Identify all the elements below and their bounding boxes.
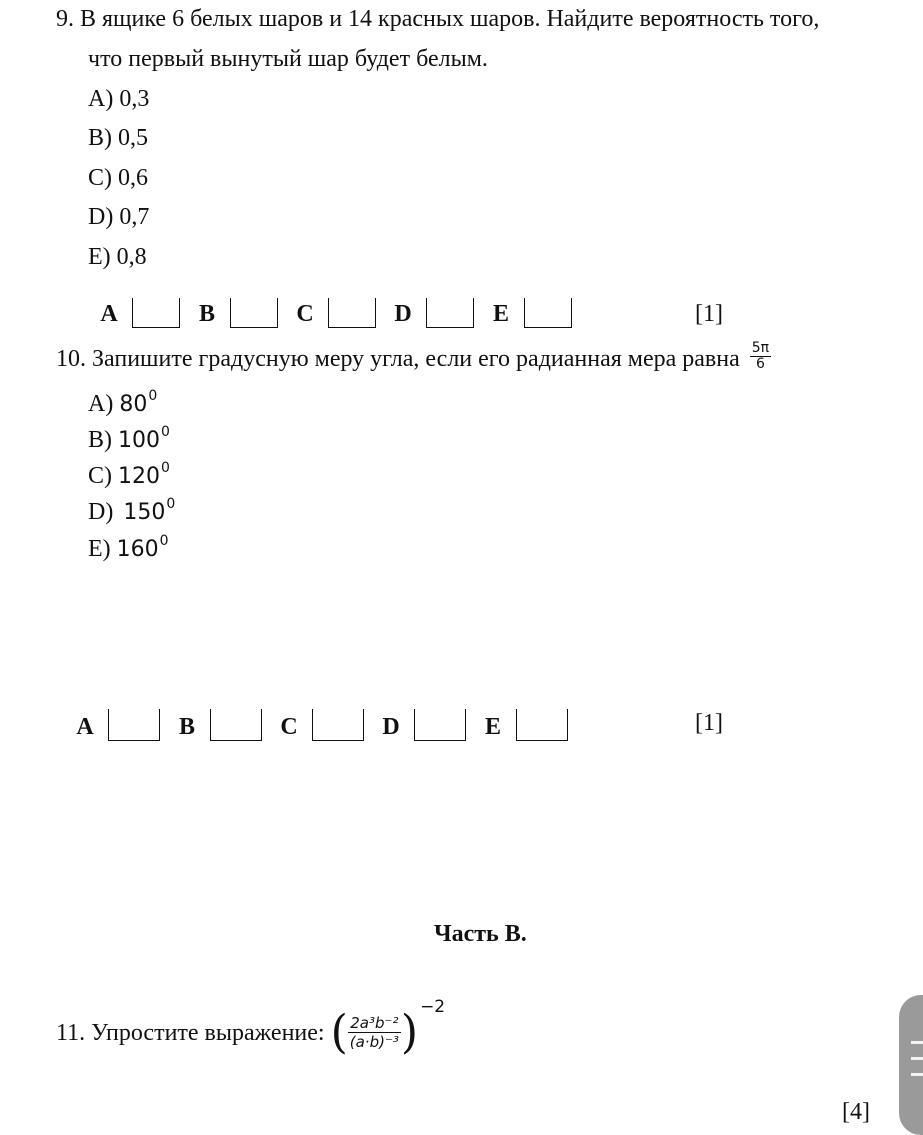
q9-line1: 9. В ящике 6 белых шаров и 14 красных шаров. Найдите вероятность того, — [56, 6, 820, 32]
q11-score-mark: [4] — [842, 1099, 870, 1125]
q9-answer-box-a[interactable] — [132, 298, 180, 328]
q10-score-mark: [1] — [695, 710, 723, 736]
q9-option-e: E) 0,8 — [88, 244, 147, 270]
q11-right-paren: ) — [400, 1005, 419, 1059]
q11-text: 11. Упростите выражение: — [56, 1019, 325, 1046]
q10-answer-row — [72, 709, 582, 741]
q11-left-paren: ( — [330, 1005, 348, 1059]
q10-option-c — [88, 461, 170, 494]
q9-answer-box-b[interactable] — [230, 298, 278, 328]
q10-answer-letter-e: E — [484, 714, 501, 740]
scroll-tab-grip-1 — [911, 1041, 923, 1044]
scroll-tab-grip-2 — [911, 1057, 923, 1060]
scroll-tab-grip-3 — [911, 1073, 923, 1076]
q9-answer-letter-c: C — [296, 301, 314, 327]
side-scroll-tab[interactable] — [899, 995, 923, 1135]
q10-option-d-label: D) — [88, 499, 114, 525]
q10-answer-box-e[interactable] — [516, 709, 568, 741]
q10-option-d — [88, 497, 175, 530]
q10-option-c-value: 120 — [118, 464, 160, 489]
q10-question: 10. Запишите градусную меру угла, если его радианная мера равна — [56, 346, 740, 372]
q10-answer-box-a[interactable] — [108, 709, 160, 741]
q10-answer-box-b[interactable] — [210, 709, 262, 741]
q11-row — [56, 996, 446, 1059]
q9-answer-box-c[interactable] — [328, 298, 376, 328]
q10-option-d-value: 150 — [123, 500, 166, 525]
q10-option-e-degree: 0 — [159, 533, 169, 549]
q10-answer-letter-a: A — [76, 714, 94, 740]
q10-option-a — [88, 389, 157, 422]
q10-option-d-degree: 0 — [166, 496, 176, 512]
q9-option-b: B) 0,5 — [88, 125, 148, 151]
q10-answer-letter-b: B — [178, 714, 195, 740]
q10-option-a-degree: 0 — [148, 388, 158, 404]
q9-line2: что первый вынутый шар будет белым. — [88, 46, 488, 72]
q9-option-a: A) 0,3 — [88, 86, 150, 112]
q9-answer-letter-b: B — [198, 301, 215, 327]
q9-answer-row — [96, 298, 586, 328]
q10-option-b-value: 100 — [118, 428, 160, 453]
part-b-heading: Часть B. — [434, 921, 527, 947]
q10-option-a-label: A) — [88, 391, 114, 417]
q10-option-a-value: 80 — [119, 392, 148, 417]
q10-option-b — [88, 425, 170, 458]
q10-frac-numerator: 5π — [751, 339, 770, 356]
q9-answer-letter-d: D — [394, 301, 412, 327]
q10-answer-box-c[interactable] — [312, 709, 364, 741]
q10-option-b-label: B) — [88, 427, 112, 453]
q10-option-c-degree: 0 — [161, 460, 170, 476]
q10-radian-fraction — [750, 341, 771, 372]
q10-frac-denominator: 6 — [755, 355, 765, 372]
q9-answer-letter-a: A — [100, 301, 118, 327]
q11-numerator: 2a³b⁻² — [348, 1014, 401, 1033]
q9-answer-box-e[interactable] — [524, 298, 572, 328]
q10-option-e-label: E) — [88, 536, 111, 562]
q9-answer-letter-e: E — [492, 301, 509, 327]
q10-text — [56, 339, 771, 376]
q10-option-e — [88, 534, 169, 567]
q10-option-e-value: 160 — [116, 537, 159, 562]
q9-option-d: D) 0,7 — [88, 204, 150, 230]
q10-answer-letter-c: C — [280, 714, 298, 740]
q9-score-mark: [1] — [695, 301, 723, 327]
q10-answer-box-d[interactable] — [414, 709, 466, 741]
q10-option-b-degree: 0 — [161, 424, 170, 440]
q11-exponent: −2 — [420, 996, 446, 1017]
q10-answer-letter-d: D — [382, 714, 400, 740]
q9-option-c: C) 0,6 — [88, 165, 148, 191]
q9-answer-box-d[interactable] — [426, 298, 474, 328]
q11-fraction — [348, 1014, 401, 1051]
q10-option-c-label: C) — [88, 463, 112, 489]
q11-denominator: (a·b)⁻³ — [349, 1033, 399, 1051]
